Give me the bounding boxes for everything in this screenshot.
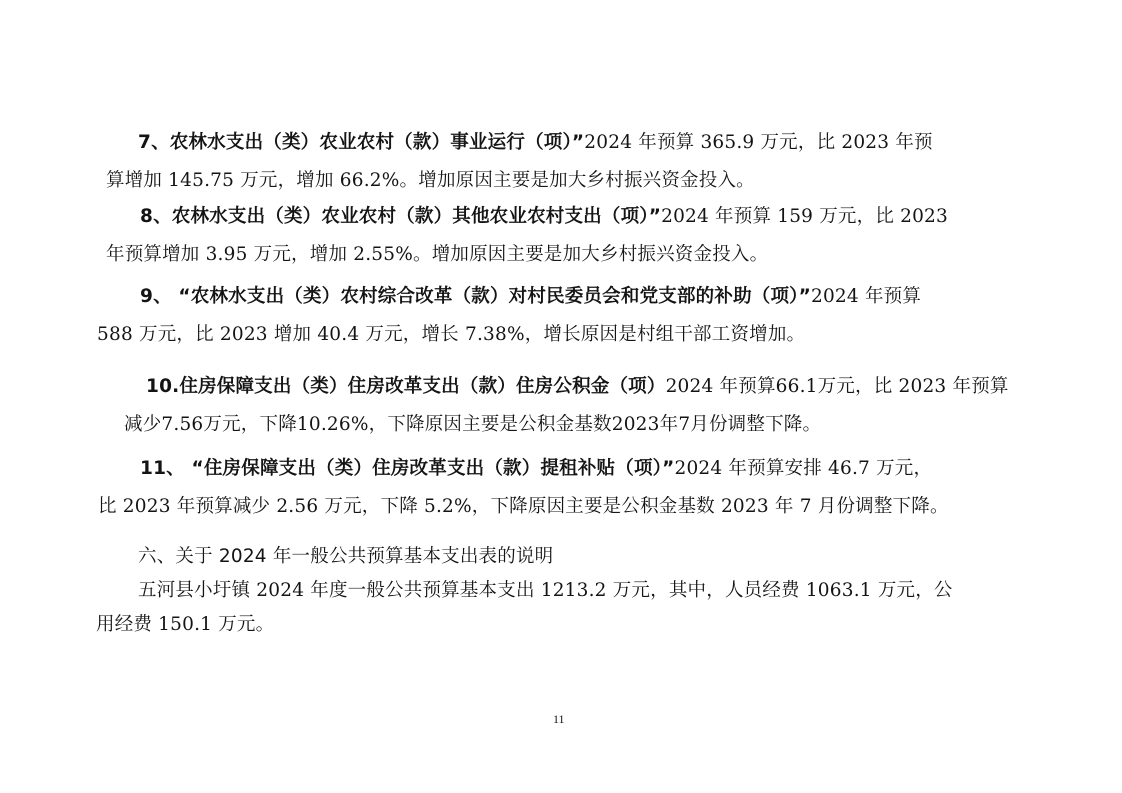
paragraph-line [97,324,921,362]
paragraph-line [146,376,1009,414]
section-body-line: 五河县小圩镇 2024 年度一般公共预算基本支出 1213.2 万元，其中，人员经费 1063.1 万元，公 [138,580,953,601]
paragraph-text: 2024 年预算 [810,286,922,307]
paragraph-text: 588 万元，比 2023 增加 40.4 万元，增长 7.38%，增长原因是村组干部工资增加。 [97,324,806,345]
paragraph-heading: 10.住房保障支出（类）住房改革支出（款）住房公积金（项） [146,376,666,397]
section-title: 六、关于 2024 年一般公共预算基本支出表的说明 [138,546,554,567]
paragraph-line [106,244,948,282]
paragraph-text: 2024 年预算安排 46.7 万元， [674,458,933,479]
paragraph-line [140,286,921,324]
paragraph-text: 2024 年预算 365.9 万元，比 2023 年预 [584,132,933,153]
paragraph-text: 2024 年预算 159 万元，比 2023 [661,206,948,227]
paragraph-line [106,170,933,208]
paragraph-item-8 [106,206,948,282]
paragraph-line [98,496,949,534]
paragraph-item-7 [106,132,933,208]
paragraph-text: 减少7.56万元，下降10.26%，下降原因主要是公积金基数2023年7月份调整下降。 [124,414,822,435]
section-block [96,546,953,652]
paragraph-heading: 7、农林水支出（类）农业农村（款）事业运行（项）” [138,132,585,153]
paragraph-text: 算增加 145.75 万元，增加 66.2%。增加原因主要是加大乡村振兴资金投入。 [106,170,755,191]
paragraph-heading: 8、农林水支出（类）农业农村（款）其他农业农村支出（项）” [140,206,662,227]
page-number: 11 [553,712,565,726]
paragraph-line [138,132,933,170]
paragraph-line [124,414,1009,452]
paragraph-text: 年预算增加 3.95 万元，增加 2.55%。增加原因主要是加大乡村振兴资金投入。 [106,244,769,265]
paragraph-line [140,206,948,244]
paragraph-text: 2024 年预算66.1万元，比 2023 年预算 [665,376,1009,397]
paragraph-item-11 [98,458,949,534]
paragraph-item-9 [97,286,922,362]
paragraph-item-10 [124,376,1009,452]
paragraph-line [140,458,949,496]
paragraph-text: 比 2023 年预算减少 2.56 万元，下降 5.2%，下降原因主要是公积金基数 2023 年 7 月份调整下降。 [98,496,949,517]
paragraph-heading: 9、 “农林水支出（类）农村综合改革（款）对村民委员会和党支部的补助（项）” [140,286,811,307]
section-body-line: 用经费 150.1 万元。 [96,614,275,635]
paragraph-heading: 11、 “住房保障支出（类）住房改革支出（款）提租补贴（项）” [140,458,675,479]
